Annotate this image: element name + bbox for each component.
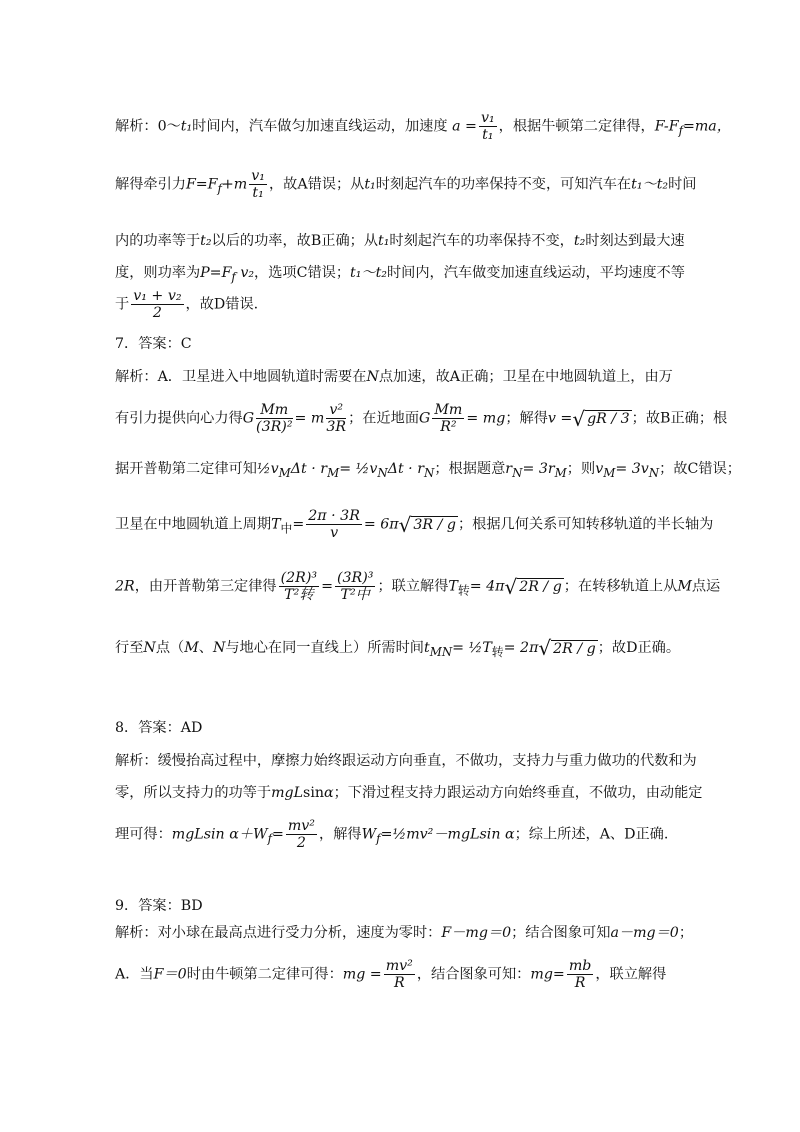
text: ；根据题意 xyxy=(434,461,506,477)
text: 以后的功率，故B正确；从 xyxy=(211,233,379,249)
numerator: v₁ xyxy=(251,168,265,184)
text: 据开普勒第二定律可知 xyxy=(115,461,257,477)
text: 行至 xyxy=(115,640,144,656)
fraction xyxy=(384,958,415,991)
text: 、 xyxy=(198,640,213,656)
text: ；故B正确；根 xyxy=(631,410,728,427)
fraction xyxy=(567,958,594,991)
math: N xyxy=(143,640,156,656)
fraction xyxy=(432,402,464,435)
numerator: v² xyxy=(326,402,346,419)
math: 2R xyxy=(115,578,135,595)
numerator: Mm xyxy=(434,402,463,418)
text: ；故D正确。 xyxy=(597,640,681,656)
numerator: v₁ + v₂ xyxy=(133,288,182,304)
math-sub: 转 xyxy=(457,583,470,598)
math-sub: MN xyxy=(429,644,453,659)
math: sin xyxy=(303,785,325,801)
math: = xyxy=(271,826,284,843)
math: ½v xyxy=(256,461,279,477)
text: ；解得 xyxy=(505,410,548,427)
q6-analysis-line5 xyxy=(115,288,690,321)
math: α xyxy=(324,785,334,801)
text: ，结合图象可知： xyxy=(416,966,531,983)
numerator: (2R)³ xyxy=(280,570,318,586)
math-sub: M xyxy=(278,465,291,480)
q8-analysis-line3 xyxy=(115,818,690,851)
numerator: mb xyxy=(568,958,592,974)
math-sub: f xyxy=(217,181,222,196)
math: T xyxy=(271,516,281,533)
denominator: 2 xyxy=(152,305,162,321)
math-sub: M xyxy=(554,465,567,480)
math: t₂ xyxy=(200,233,212,249)
math-sub: f xyxy=(678,123,683,138)
math-sub: N xyxy=(648,465,660,480)
text: 解析：A．卫星进入中地圆轨道时需要在 xyxy=(115,369,367,385)
q6-analysis-line1 xyxy=(115,110,731,143)
q8-answer: 8．答案：AD xyxy=(115,720,203,736)
math: T xyxy=(448,578,458,595)
math: a = xyxy=(452,118,477,135)
math: v₂ xyxy=(235,265,255,281)
text: ；在近地面 xyxy=(348,410,420,427)
q7-analysis-line4 xyxy=(115,508,714,541)
numerator: v₁ xyxy=(480,110,495,126)
math: = 3r xyxy=(522,461,555,477)
numerator: mv² xyxy=(385,958,413,974)
text: ；在转移轨道上从 xyxy=(563,578,678,595)
text: ；下滑过程支持力跟运动方向始终垂直，不做功，由动能定 xyxy=(333,785,703,801)
text: ； xyxy=(678,925,694,941)
radicand: gR / 3 xyxy=(587,411,630,427)
text: 解得牵引力 xyxy=(115,176,186,193)
text: 点（ xyxy=(155,640,185,656)
denominator: T²中 xyxy=(340,587,370,603)
math: mg= xyxy=(530,966,565,983)
math: v xyxy=(595,461,604,477)
math: F-F xyxy=(654,118,679,135)
math-sub: N xyxy=(377,465,388,480)
math: G xyxy=(242,410,255,427)
text: 时间内，汽车做匀加速直线运动，加速度 xyxy=(192,118,448,135)
denominator: 2 xyxy=(296,835,306,851)
math: sin α xyxy=(479,826,515,843)
q8-analysis-line1: 解析：缓慢抬高过程中，摩擦力始终跟运动方向垂直，不做功，支持力与重力做功的代数和为 xyxy=(115,753,697,769)
denominator: R xyxy=(393,975,405,991)
denominator: 3R xyxy=(326,419,347,435)
math: mgL xyxy=(171,826,204,843)
text: ；结合图象可知 xyxy=(511,925,611,941)
text: 度，则功率为 xyxy=(115,265,201,281)
text: ，联立解得 xyxy=(595,966,667,983)
math: t₁～t₂ xyxy=(350,265,387,281)
math: t₁～t₂ xyxy=(631,176,669,193)
radicand: 3R / g xyxy=(413,517,456,533)
text: ，故D错误. xyxy=(185,296,259,313)
text: 时间 xyxy=(668,176,697,193)
math: v = xyxy=(547,410,573,427)
text: ，由开普勒第三定律得 xyxy=(134,578,277,595)
q7-analysis-line3 xyxy=(115,458,741,480)
math: r xyxy=(505,461,513,477)
sqrt: √ gR / 3 xyxy=(572,406,630,431)
math-sub: f xyxy=(376,831,381,846)
text: 时刻达到最大速 xyxy=(585,233,685,249)
text: ，根据牛顿第二定律得， xyxy=(498,118,655,135)
math-sub: f xyxy=(231,269,236,284)
text: ；故C错误； xyxy=(659,461,741,477)
denominator: t₁ xyxy=(252,185,264,201)
q7-analysis-line2 xyxy=(115,402,728,435)
fraction xyxy=(286,818,317,851)
text: A．当 xyxy=(115,966,154,983)
text: 零，所以支持力的功等于 xyxy=(115,785,272,801)
text: 时间内，汽车做变加速直线运动，平均速度不等 xyxy=(386,265,685,281)
math: = mg xyxy=(466,410,506,427)
q7-analysis-line6 xyxy=(115,636,690,660)
denominator: v xyxy=(330,525,339,541)
math: t₁ xyxy=(364,176,376,193)
denominator: t₁ xyxy=(482,127,494,143)
q7-analysis-line1 xyxy=(115,366,690,386)
math: Δt · r xyxy=(387,461,424,477)
text: ，选项C错误； xyxy=(254,265,351,281)
math: G xyxy=(419,410,431,427)
math: = xyxy=(321,578,333,595)
q9-analysis-line2 xyxy=(115,958,690,991)
numerator: 2π · 3R xyxy=(308,508,360,524)
radicand: 2R / g xyxy=(519,579,562,595)
text: ，解得 xyxy=(319,826,362,843)
math: = 6π xyxy=(363,516,399,533)
text: 时由牛顿第二定律可得： xyxy=(186,966,343,983)
text: 解析：0～ xyxy=(115,118,181,135)
math: F=F xyxy=(185,176,218,193)
text: ；根据几何关系可知转移轨道的半长轴为 xyxy=(457,516,714,533)
text: 点加速，故A正确；卫星在中地圆轨道上，由万 xyxy=(378,369,673,385)
denominator: (3R)² xyxy=(256,419,293,435)
math-sub: 转 xyxy=(491,644,504,659)
numerator: Mm xyxy=(256,402,292,419)
math: M xyxy=(677,578,692,595)
q6-analysis-line3 xyxy=(115,230,690,250)
fraction xyxy=(335,570,375,603)
math: = ½T xyxy=(452,640,492,656)
text: 有引力提供向心力得 xyxy=(115,410,243,427)
math-sub: N xyxy=(512,465,523,480)
math: P=F xyxy=(200,265,232,281)
radicand: 2R / g xyxy=(553,640,596,657)
math: t xyxy=(424,640,430,656)
text: 理可得： xyxy=(115,826,172,843)
fraction xyxy=(479,110,497,143)
text: 时刻起汽车的功率保持不变，可知汽车在 xyxy=(375,176,632,193)
sqrt: √ 2R / g xyxy=(538,636,596,660)
math: mg = xyxy=(342,966,382,983)
fraction xyxy=(279,570,319,603)
text: ；联立解得 xyxy=(377,578,449,595)
fraction xyxy=(256,402,292,435)
math: F－mg＝0 xyxy=(441,925,512,941)
math: mgL xyxy=(271,785,304,801)
q9-analysis-line1 xyxy=(115,922,694,942)
math: F＝0 xyxy=(153,966,187,983)
text: 时刻起汽车的功率保持不变， xyxy=(389,233,574,249)
q8-analysis-line2 xyxy=(115,782,703,802)
q6-analysis-line2 xyxy=(115,168,697,201)
math: = 4π xyxy=(469,578,505,595)
text: 点运 xyxy=(691,578,721,595)
sqrt: √ 3R / g xyxy=(398,512,456,537)
numerator: mv² xyxy=(287,818,315,834)
text: 内的功率等于 xyxy=(115,233,201,249)
math: = xyxy=(292,516,305,533)
q9-answer: 9．答案：BD xyxy=(115,898,203,914)
text: ；则 xyxy=(566,461,596,477)
q7-answer: 7．答案：C xyxy=(115,336,192,352)
fraction xyxy=(306,508,362,541)
text: 与地心在同一直线上）所需时间 xyxy=(225,640,424,656)
q6-analysis-line4 xyxy=(115,262,690,284)
q7-analysis-line5 xyxy=(115,570,721,603)
math: M xyxy=(184,640,199,656)
math-sub: M xyxy=(327,465,340,480)
math: t₁ xyxy=(378,233,390,249)
math-sub: f xyxy=(267,831,272,846)
math-sub: N xyxy=(423,465,435,480)
math: t₁ xyxy=(180,118,193,135)
math-sub: 中 xyxy=(280,521,293,536)
math: +m xyxy=(221,176,248,193)
fraction xyxy=(131,288,183,321)
math: = ½v xyxy=(339,461,378,477)
math-sub: M xyxy=(603,465,616,480)
text: 于 xyxy=(115,296,130,313)
text: ，故A错误；从 xyxy=(268,176,365,193)
fraction xyxy=(326,402,346,435)
fraction xyxy=(249,168,267,201)
math: = 2π xyxy=(503,640,539,656)
denominator: R xyxy=(574,975,586,991)
denominator: T²转 xyxy=(284,587,314,603)
math: W xyxy=(361,826,377,843)
numerator: (3R)³ xyxy=(336,570,374,586)
math: N xyxy=(212,640,226,656)
math: = 3v xyxy=(615,461,649,477)
denominator: R² xyxy=(440,419,457,435)
math: =ma， xyxy=(682,118,731,135)
math: Δt · r xyxy=(290,461,328,477)
math: N xyxy=(366,369,379,385)
text: 解析：对小球在最高点进行受力分析，速度为零时： xyxy=(115,925,442,941)
sqrt: √ 2R / g xyxy=(504,574,562,599)
math: =½mv²－mgL xyxy=(380,826,480,843)
math: sin α＋W xyxy=(203,826,268,843)
text: 卫星在中地圆轨道上周期 xyxy=(115,516,272,533)
math: = m xyxy=(294,410,325,427)
text: ；综上所述，A、D正确. xyxy=(514,826,669,843)
math: a－mg＝0 xyxy=(610,925,679,941)
math: t₂ xyxy=(573,233,586,249)
